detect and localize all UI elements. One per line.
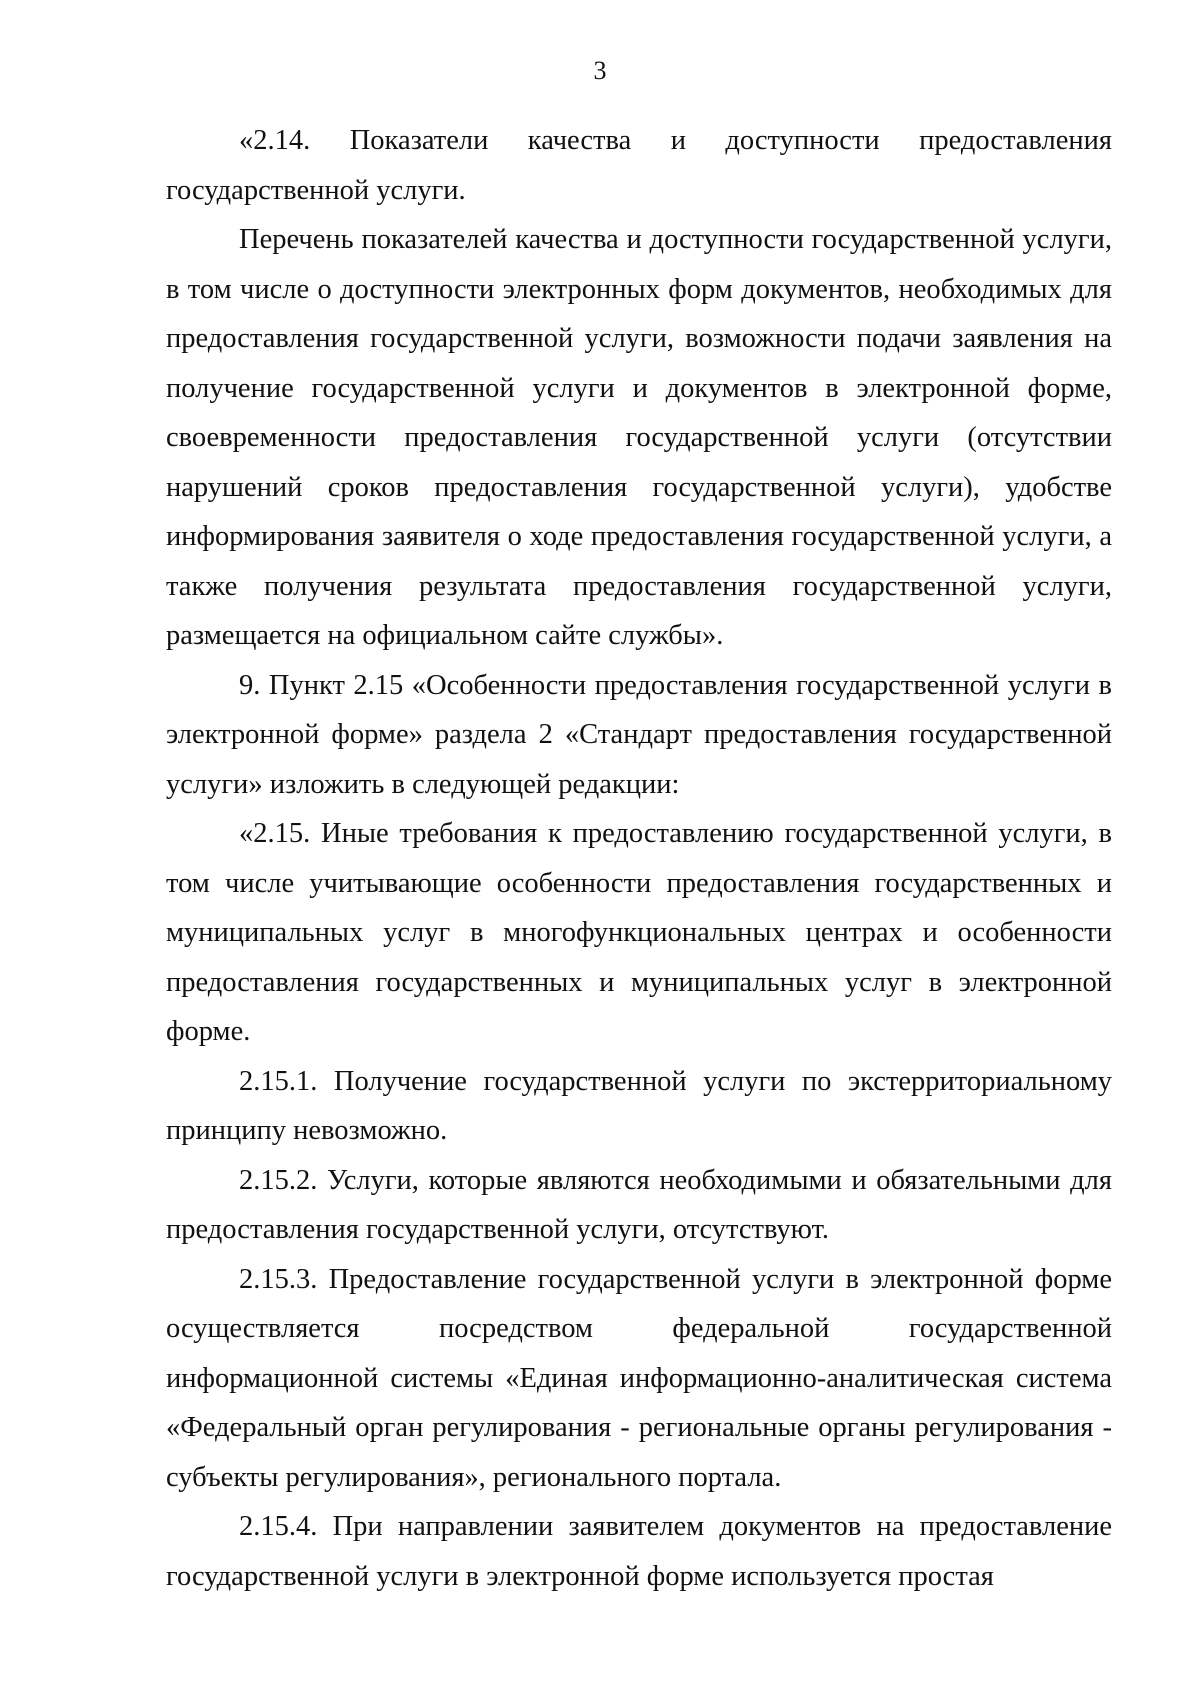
paragraph-quality-indicators: Перечень показателей качества и доступности государственной услуги, в том числе о доступности электронных форм документов, необходимых для предоставления государственной услуги, возможности подачи заявления на получение государственной услуги и документов в электронной форме, своевременности предоставления государственной услуги (отсутствии нарушений сроков предоставления государственной услуги), удобстве информирования заявителя о ходе предоставления государственной услуги, а также получения результата предоставления государственной услуги, размещается на официальном сайте службы».	[166, 224, 1112, 651]
paragraph-2-15-3: 2.15.3. Предоставление государственной услуги в электронной форме осуществляется посредством федеральной государственной информационной системы «Единая информационно-аналитическая система «Федеральный орган регулирования - региональные органы регулирования - субъекты регулирования», регионального портала.	[166, 1263, 1112, 1493]
paragraph-2-15-heading: «2.15. Иные требования к предоставлению государственной услуги, в том числе учитывающие особенности предоставления государственных и муниципальных услуг в многофункциональных центрах и особенности предоставления государственных и муниципальных услуг в электронной форме.	[166, 818, 1112, 1047]
page-number: 3	[593, 56, 607, 85]
paragraph-2-15-1: 2.15.1. Получение государственной услуги по экстерриториальному принципу невозможно.	[166, 1065, 1112, 1146]
document-body	[166, 116, 1112, 1601]
paragraph-2-15-4: 2.15.4. При направлении заявителем документов на предоставление государственной услуги в электронной форме используется простая	[166, 1511, 1112, 1592]
paragraph-item-9: 9. Пункт 2.15 «Особенности предоставления государственной услуги в электронной форме» раздела 2 «Стандарт предоставления государственной услуги» изложить в следующей редакции:	[166, 669, 1112, 800]
paragraph-2-15-2: 2.15.2. Услуги, которые являются необходимыми и обязательными для предоставления государственной услуги, отсутствуют.	[166, 1164, 1112, 1245]
paragraph-2-14-heading: «2.14. Показатели качества и доступности предоставления государственной услуги.	[166, 125, 1112, 206]
